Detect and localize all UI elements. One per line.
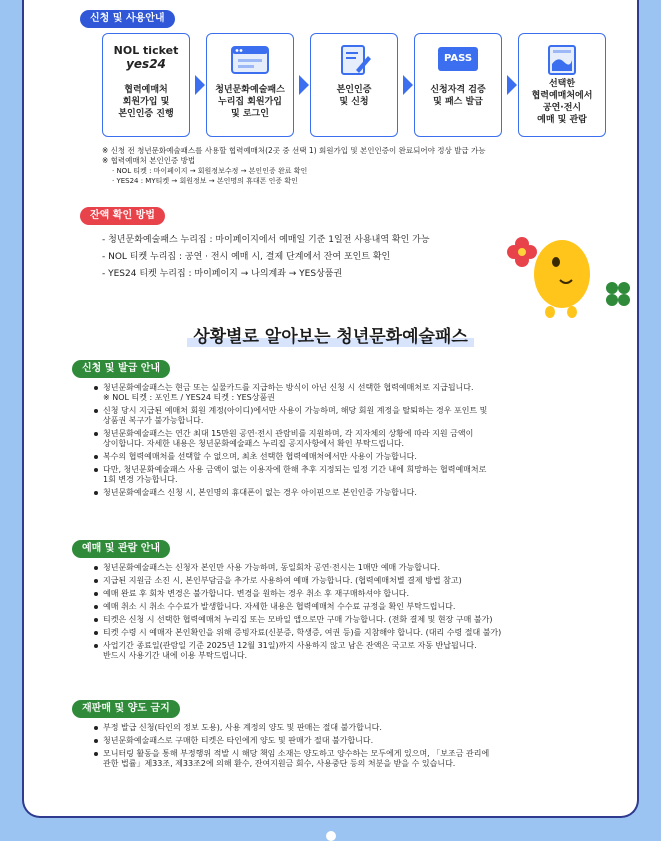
list-item: 티켓은 신청 시 선택한 협력예매처 누리집 또는 모바일 앱으로만 구매 가능합니다. (전화 결제 및 현장 구매 불가): [94, 615, 614, 625]
mascot-illustration: [500, 230, 640, 320]
apply-notes: [102, 146, 622, 186]
section-badge-booking: 예매 및 관람 안내: [72, 540, 170, 558]
note-line: ※ 신청 전 청년문화예술패스를 사용할 협력예매처(2곳 중 선택 1) 회원가입 및 본인인증이 완료되어야 정상 발급 가능: [102, 146, 486, 155]
arrow-icon: [195, 75, 205, 95]
section-badge-apply-usage: 신청 및 사용안내: [80, 10, 175, 28]
section-badge-resale: 재판매 및 양도 금지: [72, 700, 180, 718]
arrow-icon: [299, 75, 309, 95]
booking-section: [94, 563, 614, 664]
list-item: 청년문화예술패스는 현금 또는 실물카드를 지급하는 방식이 아닌 신청 시 선택한 협력예매처로 지급됩니다. ※ NOL 티켓 : 포인트 / YES24 티켓 : YES상품권: [94, 383, 614, 403]
list-item: - NOL 티켓 누리집 : 공연 · 전시 예매 시, 결제 단계에서 잔여 포인트 확인: [102, 252, 391, 262]
list-item: 예매 취소 시 취소 수수료가 발생합니다. 자세한 내용은 협력예매처 수수료 규정을 확인 부탁드립니다.: [94, 602, 614, 612]
step-5: [518, 33, 606, 137]
list-item: 청년문화예술패스는 신청자 본인만 사용 가능하며, 동일회차 공연·전시는 1매만 예매 가능합니다.: [94, 563, 614, 573]
list-item: 청년문화예술패스 신청 시, 본인명의 휴대폰이 없는 경우 아이핀으로 본인인증 가능합니다.: [94, 488, 614, 498]
step-3: [310, 33, 398, 137]
step-4: [414, 33, 502, 137]
list-item: 사업기간 종료일(관람일 기준 2025년 12월 31일)까지 사용하지 않고 남은 잔액은 국고로 자동 반납됩니다. 반드시 사용기간 내에 이용 부탁드립니다.: [94, 641, 614, 661]
resale-section: [94, 723, 614, 772]
step-label: 신청자격 검증 및 패스 발급: [430, 85, 486, 107]
list-item: - 청년문화예술패스 누리집 : 마이페이지에서 예매일 기준 1일전 사용내역 확인 가능: [102, 235, 430, 245]
note-sub-line: · NOL 티켓 : 마이페이지 → 회원정보수정 → 본인인증 완료 확인: [112, 167, 308, 175]
step-label: 협력예매처 회원가입 및 본인인증 진행: [118, 85, 174, 119]
section-badge-issue: 신청 및 발급 안내: [72, 360, 170, 378]
browser-window-icon: [207, 44, 293, 76]
list-item: 다만, 청년문화예술패스 사용 금액이 없는 이용자에 한해 추후 지정되는 일정 기간 내에 희망하는 협력예매처로 1회 변경 가능합니다.: [94, 465, 614, 485]
list-item: - YES24 티켓 누리집 : 마이페이지 → 나의계좌 → YES상품권: [102, 269, 343, 279]
mascot-character-icon: [534, 240, 590, 318]
steps-flow: [102, 33, 602, 137]
section-badge-balance: 잔액 확인 방법: [80, 207, 165, 225]
arrow-icon: [403, 75, 413, 95]
step-label: 본인인증 및 신청: [336, 85, 372, 107]
list-item: 티켓 수령 시 예매자 본인확인을 위해 증빙자료(신분증, 학생증, 여권 등)를 지참해야 합니다. (대리 수령 절대 불가): [94, 628, 614, 638]
green-clover-icon: [606, 282, 630, 306]
ticket-image-icon: [519, 44, 605, 76]
note-sub-line: · YES24 : MY티켓 → 회원정보 → 본인명의 휴대폰 인증 확인: [112, 177, 298, 185]
list-item: 예매 완료 후 회차 변경은 불가합니다. 변경을 원하는 경우 취소 후 재구매하셔야 합니다.: [94, 589, 614, 599]
page-indicator-dot: [326, 831, 336, 841]
content-card: [22, 0, 639, 818]
arrow-icon: [507, 75, 517, 95]
step-2: [206, 33, 294, 137]
list-item: 지급된 지원금 소진 시, 본인부담금을 추가로 사용하여 예매 가능합니다. (협력예매처별 결제 방법 참고): [94, 576, 614, 586]
step-1: [102, 33, 190, 137]
red-flower-icon: [507, 237, 537, 267]
pass-card-icon: PASS: [415, 44, 501, 76]
list-item: 복수의 협력예매처를 선택할 수 없으며, 최초 선택한 협력예매처에서만 사용이 가능합니다.: [94, 452, 614, 462]
list-item: 모니터링 활동을 통해 부정행위 적발 시 해당 책임 소재는 양도하고 양수하는 모두에게 있으며, 「보조금 관리에 관한 법률」제33조, 제33조2에 의해 환수, 잔여지원금 회수, 사용중단 등의 처분을 받을 수 있습니다.: [94, 749, 614, 769]
list-item: 신청 당시 지급된 예매처 회원 계정(아이디)에서만 사용이 가능하며, 해당 회원 계정을 탈퇴하는 경우 포인트 및 상품권 복구가 불가능합니다.: [94, 406, 614, 426]
nol-yes24-logo: NOL ticket yes24: [113, 44, 179, 71]
list-item: 청년문화예술패스는 연간 최대 15만원 공연·전시 관람비를 지원하며, 각 지자체의 상황에 따라 지원 금액이 상이합니다. 자세한 내용은 청년문화예술패스 누리집 공지사항에서 확인 부탁드립니다.: [94, 429, 614, 449]
list-item: 청년문화예술패스로 구매한 티켓은 타인에게 양도 및 판매가 절대 불가합니다.: [94, 736, 614, 746]
page-title: 상황별로 알아보는 청년문화예술패스: [24, 322, 637, 347]
balance-check-list: [102, 232, 522, 283]
step-label: 선택한 협력예매처에서 공연·전시 예매 및 관람: [531, 79, 593, 125]
document-pen-icon: [311, 44, 397, 76]
note-line: ※ 협력예매처 본인인증 방법: [102, 156, 196, 165]
issue-section: [94, 383, 614, 501]
list-item: 부정 발급 신청(타인의 정보 도용), 사용 계정의 양도 및 판매는 절대 불가합니다.: [94, 723, 614, 733]
step-label: 청년문화예술패스 누리집 회원가입 및 로그인: [215, 85, 285, 119]
